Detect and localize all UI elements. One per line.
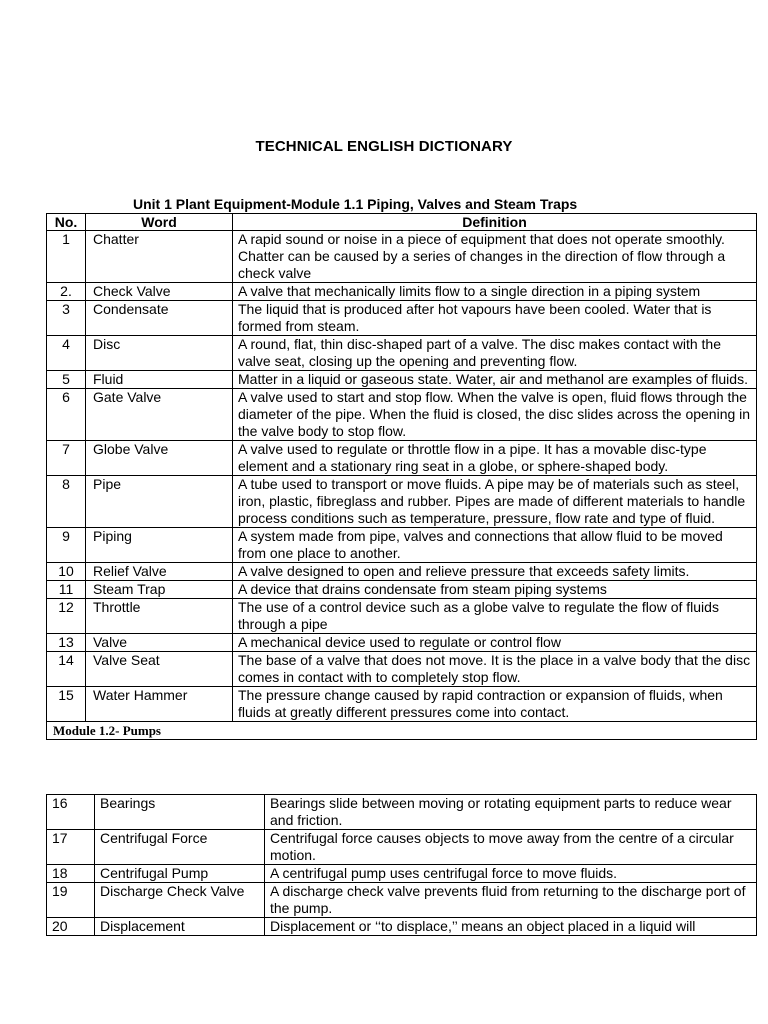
term-number: 1 (47, 231, 86, 283)
term-definition: A tube used to transport or move fluids. A pipe may be of materials such as steel, iron, plastic, fibreglass and rubber. Pipes are made of different materials to handle process conditions such as temperature, pressure, flow rate and type of fluid. (233, 476, 757, 528)
term-word: Relief Valve (86, 563, 233, 581)
table-row (47, 918, 757, 936)
glossary-table-module-1-1 (46, 213, 757, 740)
module-1-2-title: Module 1.2- Pumps (47, 722, 757, 740)
table-row (47, 652, 757, 687)
term-definition: A device that drains condensate from steam piping systems (233, 581, 757, 599)
term-definition: A valve designed to open and relieve pressure that exceeds safety limits. (233, 563, 757, 581)
term-definition: The base of a valve that does not move. It is the place in a valve body that the disc comes in contact with to completely stop flow. (233, 652, 757, 687)
term-number: 8 (47, 476, 86, 528)
table-row (47, 336, 757, 371)
term-word: Pipe (86, 476, 233, 528)
table-header-row (47, 214, 757, 231)
table-row (47, 581, 757, 599)
table-row (47, 528, 757, 563)
table-row (47, 389, 757, 441)
term-definition: A rapid sound or noise in a piece of equipment that does not operate smoothly. Chatter can be caused by a series of changes in the direction of flow through a check valve (233, 231, 757, 283)
term-definition: The pressure change caused by rapid contraction or expansion of fluids, when fluids at greatly different pressures come into contact. (233, 687, 757, 722)
header-definition: Definition (233, 214, 757, 231)
term-number: 10 (47, 563, 86, 581)
term-definition: Centrifugal force causes objects to move away from the centre of a circular motion. (265, 830, 757, 865)
table-row (47, 883, 757, 918)
term-definition: A system made from pipe, valves and connections that allow fluid to be moved from one place to another. (233, 528, 757, 563)
term-word: Discharge Check Valve (95, 883, 265, 918)
document-title: TECHNICAL ENGLISH DICTIONARY (255, 138, 513, 155)
header-word: Word (86, 214, 233, 231)
term-word: Chatter (86, 231, 233, 283)
term-word: Valve Seat (86, 652, 233, 687)
term-number: 7 (47, 441, 86, 476)
table-row (47, 687, 757, 722)
table-row (47, 231, 757, 283)
term-number: 18 (47, 865, 95, 883)
term-number: 16 (47, 795, 95, 830)
term-definition: A round, flat, thin disc-shaped part of a valve. The disc makes contact with the valve seat, closing up the opening and preventing flow. (233, 336, 757, 371)
table-row (47, 634, 757, 652)
term-number: 13 (47, 634, 86, 652)
table-row (47, 795, 757, 830)
term-number: 20 (47, 918, 95, 936)
term-word: Water Hammer (86, 687, 233, 722)
term-number: 19 (47, 883, 95, 918)
table-row (47, 830, 757, 865)
table-row (47, 563, 757, 581)
table-row (47, 441, 757, 476)
term-definition: A centrifugal pump uses centrifugal force to move fluids. (265, 865, 757, 883)
term-word: Piping (86, 528, 233, 563)
term-number: 9 (47, 528, 86, 563)
glossary-table-module-1-2 (46, 794, 757, 936)
term-word: Throttle (86, 599, 233, 634)
term-word: Valve (86, 634, 233, 652)
term-word: Fluid (86, 371, 233, 389)
term-definition: A discharge check valve prevents fluid from returning to the discharge port of the pump. (265, 883, 757, 918)
term-definition: Bearings slide between moving or rotating equipment parts to reduce wear and friction. (265, 795, 757, 830)
term-definition: A valve used to start and stop flow. When the valve is open, fluid flows through the diameter of the pipe. When the fluid is closed, the disc slides across the opening in the valve body to stop flow. (233, 389, 757, 441)
term-number: 4 (47, 336, 86, 371)
term-number: 11 (47, 581, 86, 599)
section-subtitle: Unit 1 Plant Equipment-Module 1.1 Piping, Valves and Steam Traps (133, 196, 578, 212)
table-row (47, 599, 757, 634)
term-word: Centrifugal Pump (95, 865, 265, 883)
term-number: 14 (47, 652, 86, 687)
term-definition: A mechanical device used to regulate or control flow (233, 634, 757, 652)
term-definition: A valve used to regulate or throttle flow in a pipe. It has a movable disc-type element and a stationary ring seat in a globe, or sphere-shaped body. (233, 441, 757, 476)
term-number: 17 (47, 830, 95, 865)
header-no: No. (47, 214, 86, 231)
term-word: Globe Valve (86, 441, 233, 476)
term-definition: The use of a control device such as a globe valve to regulate the flow of fluids through a pipe (233, 599, 757, 634)
term-word: Steam Trap (86, 581, 233, 599)
term-word: Condensate (86, 301, 233, 336)
term-number: 5 (47, 371, 86, 389)
module-header-row (47, 722, 757, 740)
term-word: Bearings (95, 795, 265, 830)
table-row (47, 476, 757, 528)
term-word: Centrifugal Force (95, 830, 265, 865)
table-row (47, 371, 757, 389)
term-definition: A valve that mechanically limits flow to a single direction in a piping system (233, 283, 757, 301)
term-number: 3 (47, 301, 86, 336)
term-number: 15 (47, 687, 86, 722)
term-number: 6 (47, 389, 86, 441)
term-definition: The liquid that is produced after hot vapours have been cooled. Water that is formed from steam. (233, 301, 757, 336)
term-word: Disc (86, 336, 233, 371)
term-definition: Displacement or ‘‘to displace,’’ means an object placed in a liquid will (265, 918, 757, 936)
term-number: 12 (47, 599, 86, 634)
term-word: Check Valve (86, 283, 233, 301)
term-word: Gate Valve (86, 389, 233, 441)
table-row (47, 283, 757, 301)
term-definition: Matter in a liquid or gaseous state. Water, air and methanol are examples of fluids. (233, 371, 757, 389)
term-number: 2. (47, 283, 86, 301)
table-row (47, 865, 757, 883)
term-word: Displacement (95, 918, 265, 936)
table-row (47, 301, 757, 336)
